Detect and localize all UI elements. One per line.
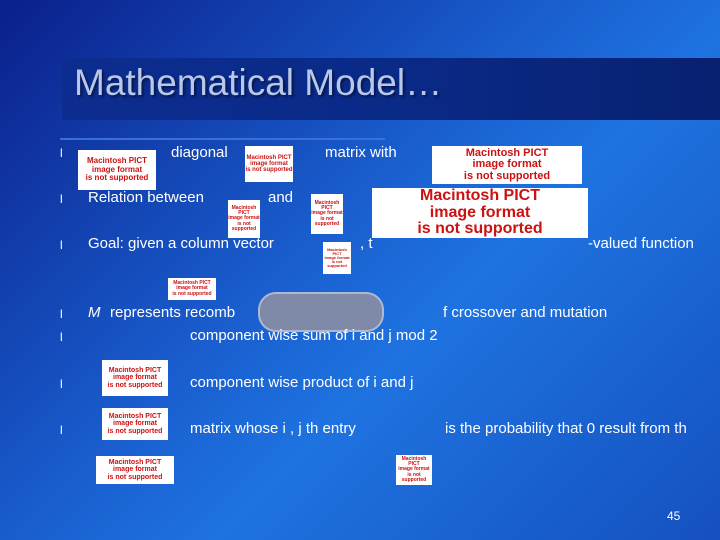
line4-text-c: f crossover and mutation: [443, 304, 608, 321]
line2-text-b: and: [268, 189, 294, 206]
pict-placeholder-image: Macintosh PICT image format is not supported: [96, 456, 174, 484]
pict-placeholder-image: [258, 292, 384, 332]
pict-placeholder-image: Macintosh PICT image format is not supported: [311, 194, 343, 234]
line7-text-a: matrix whose i , j th entry: [190, 420, 356, 437]
bullet-4: l: [60, 307, 63, 321]
bullet-7: l: [60, 423, 63, 437]
page-number: 45: [667, 509, 681, 523]
pict-placeholder-image: Macintosh PICT image format is not supported: [245, 146, 293, 182]
line5-text: component wise sum of i and j mod 2: [190, 327, 438, 344]
pict-placeholder-image: Macintosh PICT image format is not supported: [396, 455, 432, 485]
bullet-1: l: [60, 146, 63, 160]
pict-placeholder-image: Macintosh PICT image format is not supported: [102, 360, 168, 396]
line1-text-b: matrix with: [325, 144, 397, 161]
divider-rule: [60, 138, 385, 140]
bullet-3: l: [60, 238, 63, 252]
line2-text-a: Relation between: [88, 189, 204, 206]
bullet-5: l: [60, 330, 63, 344]
line1-text-a: diagonal: [171, 144, 228, 161]
pict-placeholder-image: Macintosh PICT image format is not supported: [78, 150, 156, 190]
pict-placeholder-image: Macintosh PICT image format is not supported: [323, 242, 351, 274]
bullet-2: l: [60, 192, 63, 206]
line3-text-b: , t: [360, 235, 373, 252]
line3-text-c: -valued function: [588, 235, 694, 252]
pict-placeholder-image: Macintosh PICT image format is not supported: [372, 188, 588, 238]
bullet-6: l: [60, 377, 63, 391]
pict-placeholder-image: Macintosh PICT image format is not supported: [228, 200, 260, 238]
pict-placeholder-image: Macintosh PICT image format is not supported: [432, 146, 582, 184]
line6-text: component wise product of i and j: [190, 374, 414, 391]
line7-text-b: is the probability that 0 result from th: [445, 420, 687, 437]
line4-text-a: M: [88, 304, 101, 321]
slide-title: Mathematical Model…: [74, 62, 443, 103]
pict-placeholder-image: Macintosh PICT image format is not supported: [168, 278, 216, 300]
line3-text-a: Goal: given a column vector: [88, 235, 274, 252]
line4-text-b: represents recomb: [110, 304, 236, 321]
pict-placeholder-image: Macintosh PICT image format is not supported: [102, 408, 168, 440]
